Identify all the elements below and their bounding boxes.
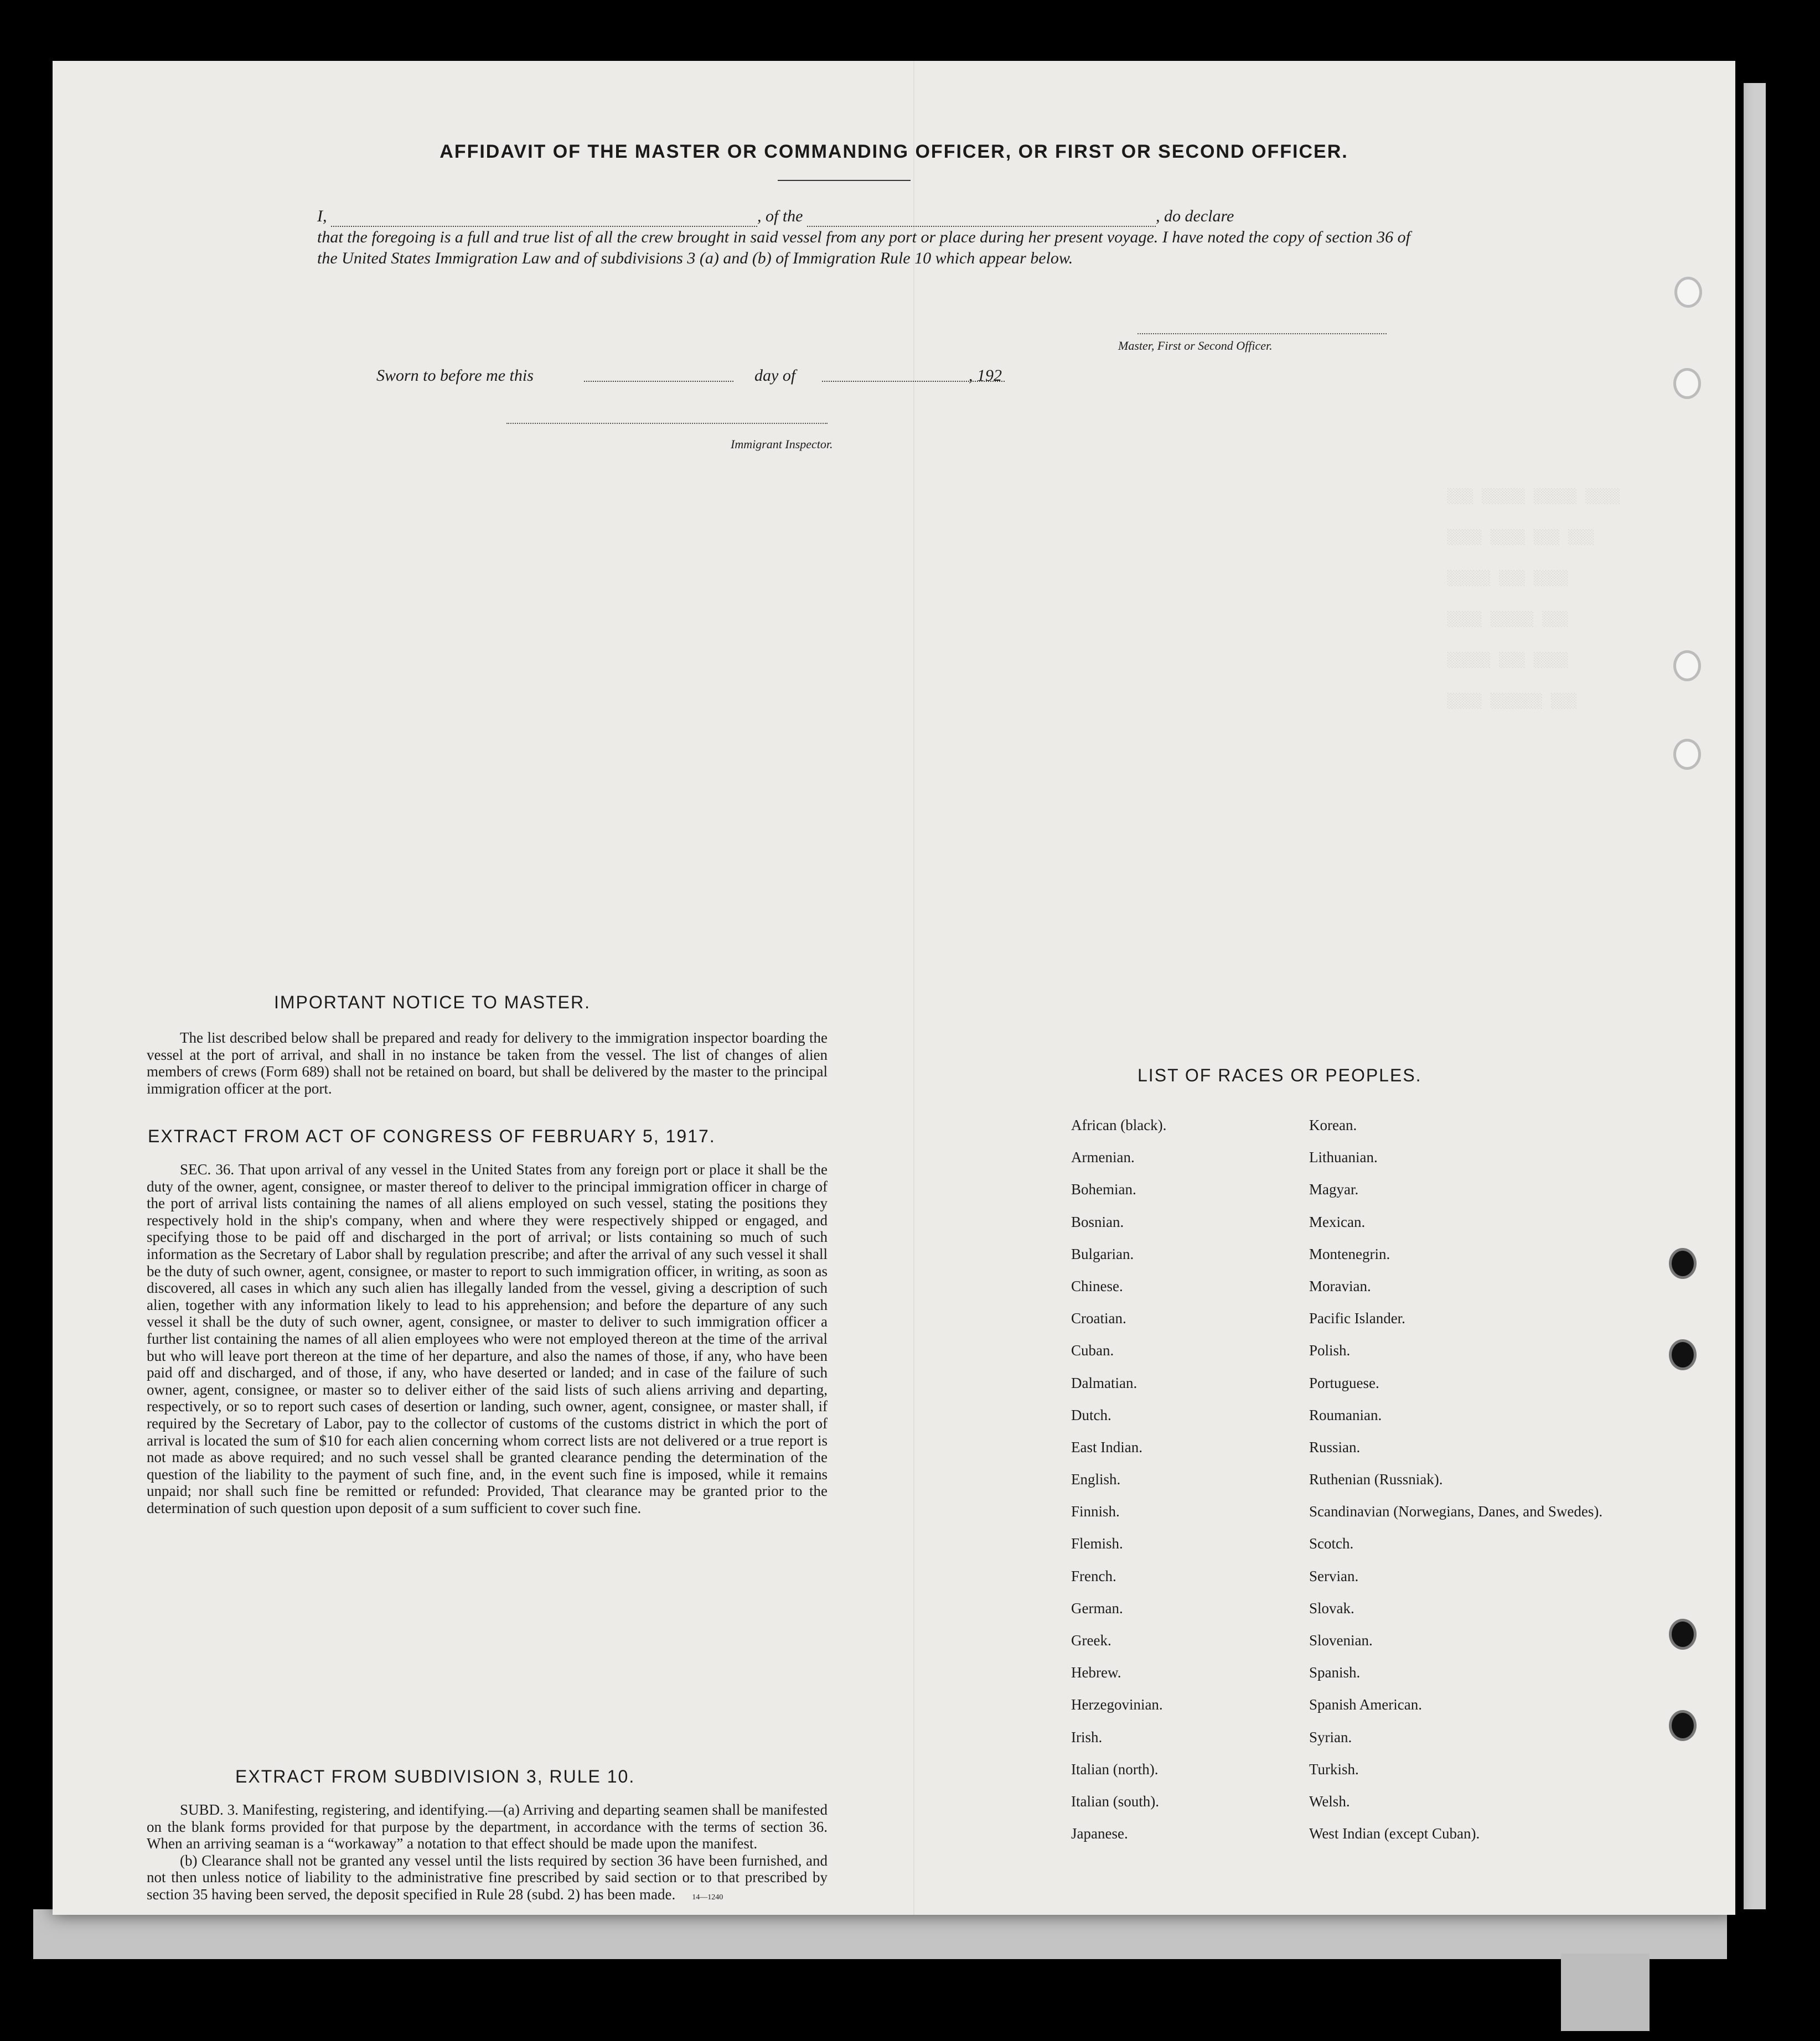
race-item: Pacific Islander.: [1309, 1310, 1405, 1327]
day-of-label: day of: [754, 366, 796, 385]
title-rule: [778, 180, 911, 181]
races-column-left: [1071, 1117, 1166, 1857]
race-item: Herzegovinian.: [1071, 1696, 1163, 1713]
race-item: Montenegrin.: [1309, 1245, 1390, 1262]
i-prefix: I,: [317, 207, 327, 225]
race-item: French.: [1071, 1567, 1116, 1584]
sworn-day-blank[interactable]: [584, 364, 733, 382]
race-item: Croatian.: [1071, 1310, 1126, 1327]
race-item: African (black).: [1071, 1117, 1167, 1133]
master-signature-label: Master, First or Second Officer.: [1118, 339, 1273, 353]
race-item: Flemish.: [1071, 1535, 1123, 1552]
race-item: Japanese.: [1071, 1825, 1128, 1842]
underlying-sheet-bottom: [33, 1909, 1727, 1959]
bleed-through-text: ░░░ ░░░░░ ░░░░░ ░░░░ ░░░░ ░░░░ ░░░ ░░░ ░░░░░ ░░░ ░░░░ ░░░░ ░░░░░ ░░░ ░░░░░ ░░░ ░░░░ ░░░░ ░░░░░░ ░░░: [1447, 488, 1621, 709]
race-item: German.: [1071, 1599, 1123, 1617]
race-item: Dutch.: [1071, 1406, 1111, 1423]
punch-hole: [1669, 1248, 1697, 1279]
punch-hole: [1673, 739, 1701, 770]
race-item: Greek.: [1071, 1632, 1111, 1649]
race-item: Scandinavian (Norwegians, Danes, and Swedes).: [1309, 1503, 1603, 1520]
race-item: Chinese.: [1071, 1277, 1123, 1294]
page-fold: [913, 61, 914, 1915]
race-item: Lithuanian.: [1309, 1149, 1378, 1166]
race-item: Ruthenian (Russniak).: [1309, 1471, 1443, 1488]
race-item: Bohemian.: [1071, 1181, 1136, 1198]
subd-a-paragraph: SUBD. 3. Manifesting, registering, and identifying.—(a) Arriving and departing seamen shall be manifested on the blank forms provided for that purpose by the department, in accordance with the terms of section 36. When an arriving seaman is a “workaway” a notation to that effect should be made upon the manifest.: [147, 1801, 828, 1852]
act-extract-text: [147, 1161, 828, 1516]
race-item: Slovak.: [1309, 1599, 1354, 1617]
declaration-text: that the foregoing is a full and true list of all the crew brought in said vessel from any port or place during her present voyage. I have noted the copy of section 36 of the United States Immigration Law and of subdivisions 3 (a) and (b) of Immigration Rule 10 which appear below.: [317, 228, 1410, 267]
sworn-text: Sworn to before me this: [376, 366, 534, 385]
race-item: Portuguese.: [1309, 1374, 1379, 1391]
race-item: Irish.: [1071, 1728, 1103, 1745]
punch-hole: [1669, 1710, 1697, 1741]
declaration-line: [317, 206, 1419, 227]
manifest-sheet: [53, 61, 1735, 1915]
race-item: English.: [1071, 1471, 1121, 1488]
races-title: LIST OF RACES OR PEOPLES.: [1138, 1065, 1422, 1085]
master-signature-line[interactable]: [1138, 332, 1387, 334]
race-item: Welsh.: [1309, 1793, 1350, 1810]
subd-b-paragraph: [147, 1852, 828, 1907]
race-item: Moravian.: [1309, 1277, 1371, 1294]
race-item: Korean.: [1309, 1117, 1357, 1133]
notice-text: [147, 1029, 828, 1097]
race-item: Cuban.: [1071, 1342, 1114, 1359]
races-column-right: [1309, 1117, 1602, 1857]
punch-hole: [1669, 1339, 1697, 1370]
race-item: Spanish American.: [1309, 1696, 1422, 1713]
race-item: Armenian.: [1071, 1149, 1135, 1166]
punch-hole: [1673, 650, 1701, 681]
race-item: Hebrew.: [1071, 1664, 1121, 1681]
race-item: Russian.: [1309, 1438, 1361, 1455]
notice-paragraph: The list described below shall be prepared and ready for delivery to the immigration inspector boarding the vessel at the port of arrival, and shall in no instance be taken from the vessel. The list of changes of alien members of crews (Form 689) shall not be retained on board, but shall be delivered by the master to the principal immigration officer at the port.: [147, 1029, 828, 1097]
race-item: Bosnian.: [1071, 1213, 1124, 1230]
section-36-paragraph: SEC. 36. That upon arrival of any vessel in the United States from any foreign port or place it shall be the duty of the owner, agent, consignee, or master thereof to deliver to the principal immigration officer in charge of the port of arrival lists containing the names of all aliens employed on such vessel, stating the positions they respectively hold in the ship's company, when and where they were respectively shipped or engaged, and specifying those to be paid off and discharged in the port of arrival; or lists containing so much of such information as the Secretary of Labor shall by regulation prescribe; and after the arrival of any such vessel it shall be the duty of such owner, agent, consignee, or master to report to such immigration officer, in writing, as soon as discovered, all cases in which any such alien has illegally landed from the vessel, giving a description of such alien, together with any information likely to lead to his apprehension; and before the departure of any such vessel it shall be the duty of such owner, agent, consignee, or master to deliver to such immigration officer a further list containing the names of all alien employees who were not employed thereon at the time of the arrival but who will leave port thereon at the time of her departure, and also the names of those, if any, who have been paid off and discharged, and of those, if any, who have deserted or landed; and in case of the failure of such owner, agent, consignee, or master so to deliver either of the said lists of such aliens arriving and departing, respectively, or so to report such cases of desertion or landing, such owner, agent, consignee, or master shall, if required by the Secretary of Labor, pay to the collector of customs of the customs district in which the port of arrival is located the sum of $10 for each alien concerning whom correct lists are not delivered or a true report is not made as above required; and no such vessel shall be granted clearance pending the determination of the question of the liability to the payment of such fine, and, in the event such fine is imposed, while it remains unpaid; nor shall such fine be remitted or refunded: Provided, That clearance may be granted prior to the determination of such question upon deposit of a sum sufficient to cover such fine.: [147, 1161, 828, 1516]
race-item: Bulgarian.: [1071, 1245, 1134, 1262]
race-item: Italian (north).: [1071, 1760, 1159, 1778]
underlying-sheet-tab: [1561, 1954, 1650, 2031]
race-item: Roumanian.: [1309, 1406, 1382, 1423]
race-item: Servian.: [1309, 1567, 1359, 1584]
of-the-label: , of the: [757, 207, 803, 225]
race-item: Polish.: [1309, 1342, 1351, 1359]
underlying-sheet-right: [1744, 83, 1766, 1909]
rule-extract-text: [147, 1801, 828, 1907]
race-item: Scotch.: [1309, 1535, 1354, 1552]
do-declare-label: , do declare: [1156, 207, 1234, 225]
race-item: Turkish.: [1309, 1760, 1359, 1778]
punch-hole: [1673, 368, 1701, 399]
punch-hole: [1674, 277, 1702, 308]
race-item: East Indian.: [1071, 1438, 1142, 1455]
inspector-label: Immigrant Inspector.: [731, 437, 833, 451]
rule-extract-title: EXTRACT FROM SUBDIVISION 3, RULE 10.: [235, 1767, 635, 1786]
race-item: Finnish.: [1071, 1503, 1120, 1520]
race-item: Spanish.: [1309, 1664, 1361, 1681]
race-item: Magyar.: [1309, 1181, 1359, 1198]
race-item: Syrian.: [1309, 1728, 1352, 1745]
race-item: Italian (south).: [1071, 1793, 1159, 1810]
affidavit-title: AFFIDAVIT OF THE MASTER OR COMMANDING OFFICER, OR FIRST OR SECOND OFFICER.: [440, 141, 1348, 162]
subd-b-text: (b) Clearance shall not be granted any vessel until the lists required by section 36 have been furnished, and not then unless notice of liability to the administrative fine prescribed by said section or to that prescribed by section 35 having been served, the deposit specified in Rule 28 (subd. 2) has been made.: [147, 1852, 828, 1903]
race-item: Dalmatian.: [1071, 1374, 1138, 1391]
act-extract-title: EXTRACT FROM ACT OF CONGRESS OF FEBRUARY 5, 1917.: [148, 1126, 716, 1146]
year-label: , 192: [969, 366, 1002, 385]
form-number: 14—1240: [692, 1893, 723, 1902]
race-item: Mexican.: [1309, 1213, 1366, 1230]
race-item: West Indian (except Cuban).: [1309, 1825, 1480, 1842]
punch-hole: [1669, 1619, 1697, 1650]
notice-title: IMPORTANT NOTICE TO MASTER.: [274, 992, 591, 1012]
race-item: Slovenian.: [1309, 1632, 1373, 1649]
inspector-signature-line[interactable]: [506, 422, 828, 424]
